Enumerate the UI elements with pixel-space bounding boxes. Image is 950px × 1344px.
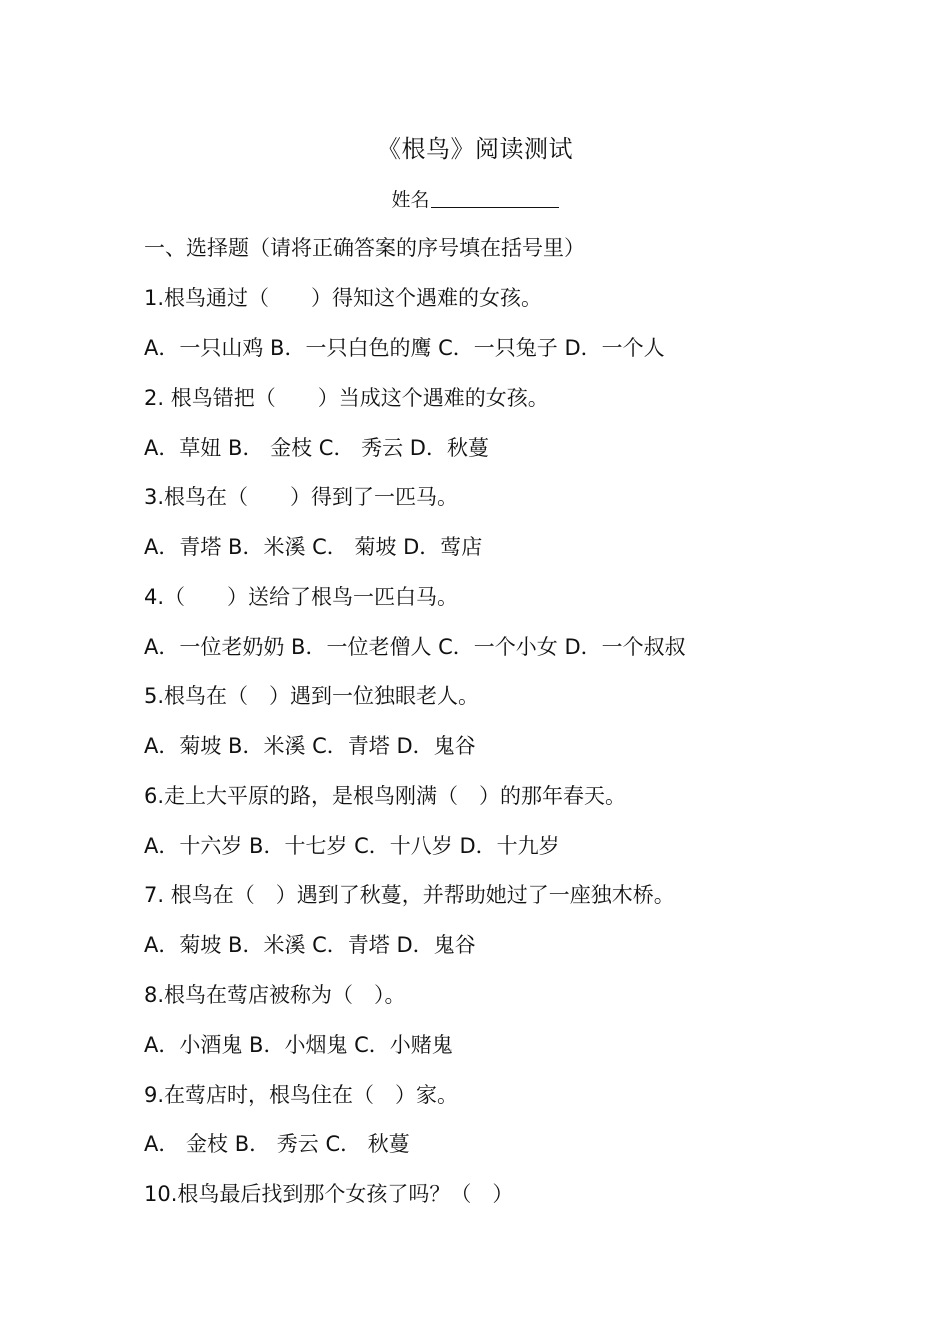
options-8: A．小酒鬼 B．小烟鬼 C．小赌鬼 [144,1033,453,1057]
options-9: A． 金枝 B． 秀云 C． 秋蔓 [144,1132,410,1156]
options-5: A．菊坡 B．米溪 C．青塔 D．鬼谷 [144,734,476,758]
question-5: 5.根鸟在（ ）遇到一位独眼老人。 [144,684,480,708]
question-1: 1.根鸟通过（ ）得知这个遇难的女孩。 [144,286,543,310]
question-9: 9.在莺店时，根鸟住在（ ）家。 [144,1083,459,1107]
page-title: 《根鸟》阅读测试 [377,135,573,163]
question-10: 10.根鸟最后找到那个女孩了吗？（ ） [144,1182,514,1206]
options-1: A．一只山鸡 B．一只白色的鹰 C．一只兔子 D．一个人 [144,336,665,360]
question-6: 6.走上大平原的路，是根鸟刚满（ ）的那年春天。 [144,784,627,808]
options-4: A．一位老奶奶 B．一位老僧人 C．一个小女 D．一个叔叔 [144,635,686,659]
options-3: A．青塔 B．米溪 C． 菊坡 D．莺店 [144,535,483,559]
question-2: 2. 根鸟错把（ ）当成这个遇难的女孩。 [144,386,549,410]
name-field [0,186,950,214]
name-blank [431,187,559,208]
question-7: 7. 根鸟在（ ）遇到了秋蔓，并帮助她过了一座独木桥。 [144,883,675,907]
question-8: 8.根鸟在莺店被称为（ ）。 [144,983,406,1007]
section-heading: 一、选择题（请将正确答案的序号填在括号里） [144,236,585,260]
options-6: A．十六岁 B．十七岁 C．十八岁 D．十九岁 [144,834,560,858]
options-2: A．草妞 B． 金枝 C． 秀云 D．秋蔓 [144,436,489,460]
question-4: 4.（ ）送给了根鸟一匹白马。 [144,585,459,609]
options-7: A．菊坡 B．米溪 C．青塔 D．鬼谷 [144,933,476,957]
name-label: 姓名 [391,189,430,211]
question-3: 3.根鸟在（ ）得到了一匹马。 [144,485,459,509]
